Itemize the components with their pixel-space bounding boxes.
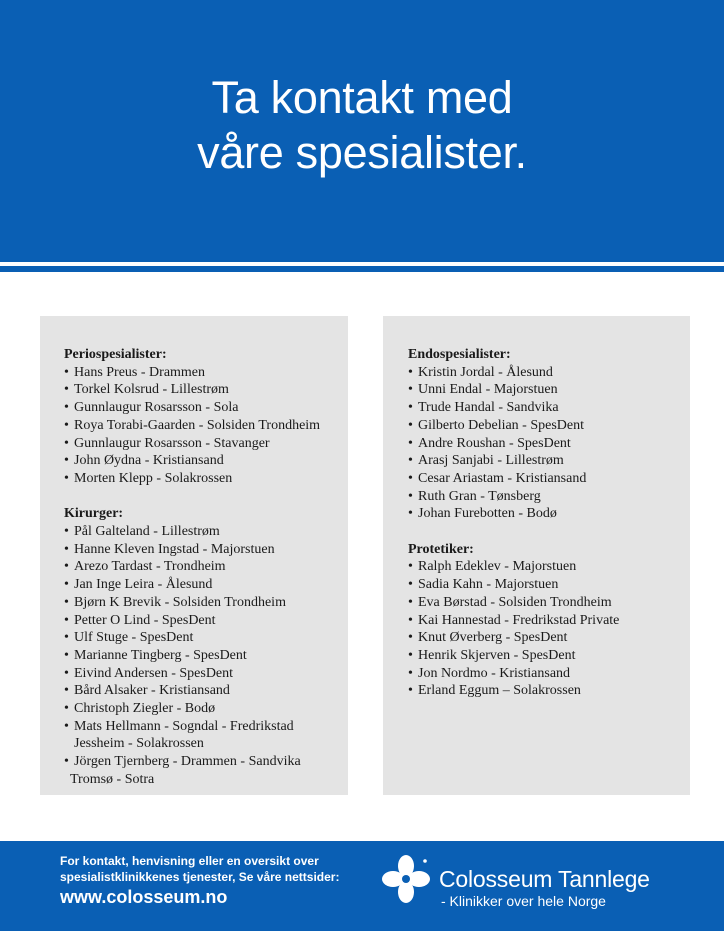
footer-contact-text bbox=[60, 853, 380, 885]
specialist-entry: Marianne Tingberg - SpesDent bbox=[74, 647, 247, 663]
list-item bbox=[408, 381, 690, 399]
bullet: • bbox=[408, 506, 413, 522]
list-item bbox=[408, 558, 690, 576]
list-item bbox=[64, 753, 346, 788]
specialist-entry: John Øydna - Kristiansand bbox=[74, 453, 224, 469]
specialist-entry: Roya Torabi-Gaarden - Solsiden Trondheim bbox=[74, 417, 321, 433]
bullet: • bbox=[408, 364, 413, 380]
list-item bbox=[64, 682, 346, 700]
list-item bbox=[408, 452, 690, 470]
list-item bbox=[64, 665, 346, 683]
bullet: • bbox=[64, 594, 69, 610]
section-title: Endospesialister: bbox=[408, 347, 511, 362]
specialist-list bbox=[408, 364, 690, 523]
list-item bbox=[64, 399, 346, 417]
specialist-entry: Eivind Andersen - SpesDent bbox=[74, 665, 234, 681]
list-item bbox=[64, 523, 346, 541]
bullet: • bbox=[64, 683, 69, 699]
list-item bbox=[64, 558, 346, 576]
section-title: Kirurger: bbox=[64, 506, 124, 522]
list-item bbox=[408, 665, 690, 683]
specialist-entry: Jan Inge Leira - Ålesund bbox=[74, 577, 213, 593]
specialist-entry: Mats Hellmann - Sogndal - Fredrikstad bbox=[74, 718, 294, 734]
bullet: • bbox=[408, 417, 413, 433]
list-item bbox=[64, 700, 346, 718]
list-item bbox=[408, 629, 690, 647]
specialist-entry: Pål Galteland - Lillestrøm bbox=[74, 524, 220, 540]
specialist-entry: Morten Klepp - Solakrossen bbox=[74, 470, 233, 486]
list-item bbox=[408, 505, 690, 523]
bullet: • bbox=[64, 701, 69, 717]
bullet: • bbox=[408, 400, 413, 416]
bullet: • bbox=[408, 612, 413, 628]
bullet: • bbox=[64, 754, 69, 770]
specialist-entry: Jon Nordmo - Kristiansand bbox=[418, 665, 571, 681]
page-title bbox=[0, 70, 724, 180]
list-item bbox=[64, 417, 346, 435]
website-link[interactable]: www.colosseum.no bbox=[60, 887, 228, 907]
section-title: Protetiker: bbox=[408, 541, 474, 557]
specialist-entry: Cesar Ariastam - Kristiansand bbox=[418, 470, 587, 486]
brand-name: Colosseum Tannlege bbox=[439, 866, 650, 892]
bullet: • bbox=[64, 364, 69, 380]
specialist-entry: Christoph Ziegler - Bodø bbox=[74, 701, 216, 717]
specialist-list bbox=[64, 364, 346, 488]
bullet: • bbox=[64, 559, 69, 575]
specialist-entry: Arasj Sanjabi - Lillestrøm bbox=[418, 453, 564, 469]
specialist-entry: Jörgen Tjernberg - Drammen - Sandvika bbox=[74, 754, 301, 770]
specialist-list bbox=[64, 523, 346, 789]
specialist-entry-continuation: Jessheim - Solakrossen bbox=[74, 736, 204, 752]
bullet: • bbox=[408, 630, 413, 646]
bullet: • bbox=[408, 577, 413, 593]
specialist-entry: Ralph Edeklev - Majorstuen bbox=[418, 559, 577, 575]
list-item bbox=[64, 576, 346, 594]
list-item bbox=[408, 594, 690, 612]
left-column bbox=[64, 346, 346, 789]
list-item bbox=[408, 488, 690, 506]
list-item bbox=[64, 381, 346, 399]
title-line-1: Ta kontakt med bbox=[211, 72, 513, 123]
list-item bbox=[64, 612, 346, 630]
bullet: • bbox=[408, 470, 413, 486]
section-protetiker bbox=[408, 541, 690, 700]
footer-text-line-1: For kontakt, henvisning eller en oversikt over bbox=[60, 854, 319, 868]
list-item bbox=[64, 718, 346, 753]
section-kirurger bbox=[64, 505, 346, 788]
bullet: • bbox=[64, 577, 69, 593]
specialist-entry: Petter O Lind - SpesDent bbox=[74, 612, 216, 628]
bullet: • bbox=[64, 400, 69, 416]
specialist-entry: Henrik Skjerven - SpesDent bbox=[418, 647, 576, 663]
specialist-entry: Arezo Tardast - Trondheim bbox=[74, 559, 226, 575]
bullet: • bbox=[408, 683, 413, 699]
specialist-list bbox=[408, 558, 690, 700]
specialist-entry: Unni Endal - Majorstuen bbox=[418, 382, 558, 398]
section-periospesialister bbox=[64, 346, 346, 488]
bullet: • bbox=[408, 647, 413, 663]
specialist-entry-continuation: Tromsø - Sotra bbox=[70, 771, 155, 787]
specialist-entry: Ulf Stuge - SpesDent bbox=[74, 630, 194, 646]
specialist-entry: Hans Preus - Drammen bbox=[74, 364, 206, 380]
list-item bbox=[64, 452, 346, 470]
list-item bbox=[64, 594, 346, 612]
bullet: • bbox=[64, 665, 69, 681]
specialist-entry: Knut Øverberg - SpesDent bbox=[418, 630, 568, 646]
bullet: • bbox=[408, 488, 413, 504]
bullet: • bbox=[408, 382, 413, 398]
specialist-entry: Gunnlaugur Rosarsson - Stavanger bbox=[74, 435, 270, 451]
specialist-entry: Hanne Kleven Ingstad - Majorstuen bbox=[74, 541, 275, 557]
list-item bbox=[64, 364, 346, 382]
specialist-entry: Kristin Jordal - Ålesund bbox=[418, 364, 553, 380]
bullet: • bbox=[64, 382, 69, 398]
list-item bbox=[408, 417, 690, 435]
list-item bbox=[408, 612, 690, 630]
list-item bbox=[64, 435, 346, 453]
specialist-entry: Gunnlaugur Rosarsson - Sola bbox=[74, 400, 239, 416]
section-endospesialister bbox=[408, 346, 690, 523]
specialist-entry: Trude Handal - Sandvika bbox=[418, 400, 559, 416]
specialist-entry: Torkel Kolsrud - Lillestrøm bbox=[74, 382, 229, 398]
list-item bbox=[408, 435, 690, 453]
clover-logo-icon bbox=[381, 854, 431, 904]
header-divider-blue bbox=[0, 266, 724, 272]
list-item bbox=[408, 470, 690, 488]
bullet: • bbox=[64, 524, 69, 540]
footer-text-line-2: spesialistklinikkenes tjenester, Se våre nettsider: bbox=[60, 870, 340, 884]
specialist-entry: Johan Furebotten - Bodø bbox=[418, 506, 557, 522]
bullet: • bbox=[64, 630, 69, 646]
specialist-entry: Erland Eggum – Solakrossen bbox=[418, 683, 581, 699]
list-item bbox=[408, 576, 690, 594]
list-item bbox=[64, 470, 346, 488]
list-item bbox=[408, 399, 690, 417]
right-column bbox=[408, 346, 690, 700]
bullet: • bbox=[64, 718, 69, 734]
specialist-entry: Gilberto Debelian - SpesDent bbox=[418, 417, 585, 433]
bullet: • bbox=[64, 435, 69, 451]
bullet: • bbox=[64, 612, 69, 628]
section-title: Periospesialister: bbox=[64, 347, 167, 362]
specialist-entry: Andre Roushan - SpesDent bbox=[418, 435, 571, 451]
bullet: • bbox=[64, 470, 69, 486]
list-item bbox=[408, 682, 690, 700]
specialist-entry: Ruth Gran - Tønsberg bbox=[418, 488, 541, 504]
specialist-entry: Bård Alsaker - Kristiansand bbox=[74, 683, 230, 699]
bullet: • bbox=[408, 559, 413, 575]
brand-tagline: - Klinikker over hele Norge bbox=[441, 893, 606, 909]
list-item bbox=[408, 647, 690, 665]
specialist-entry: Sadia Kahn - Majorstuen bbox=[418, 577, 559, 593]
bullet: • bbox=[408, 594, 413, 610]
list-item bbox=[64, 647, 346, 665]
bullet: • bbox=[408, 435, 413, 451]
title-line-2: våre spesialister. bbox=[197, 127, 527, 178]
bullet: • bbox=[64, 541, 69, 557]
bullet: • bbox=[64, 453, 69, 469]
bullet: • bbox=[64, 417, 69, 433]
bullet: • bbox=[64, 647, 69, 663]
specialist-entry: Kai Hannestad - Fredrikstad Private bbox=[418, 612, 620, 628]
list-item bbox=[64, 541, 346, 559]
bullet: • bbox=[408, 453, 413, 469]
specialist-entry: Eva Børstad - Solsiden Trondheim bbox=[418, 594, 612, 610]
list-item bbox=[64, 629, 346, 647]
list-item bbox=[408, 364, 690, 382]
specialist-entry: Bjørn K Brevik - Solsiden Trondheim bbox=[74, 594, 286, 610]
bullet: • bbox=[408, 665, 413, 681]
